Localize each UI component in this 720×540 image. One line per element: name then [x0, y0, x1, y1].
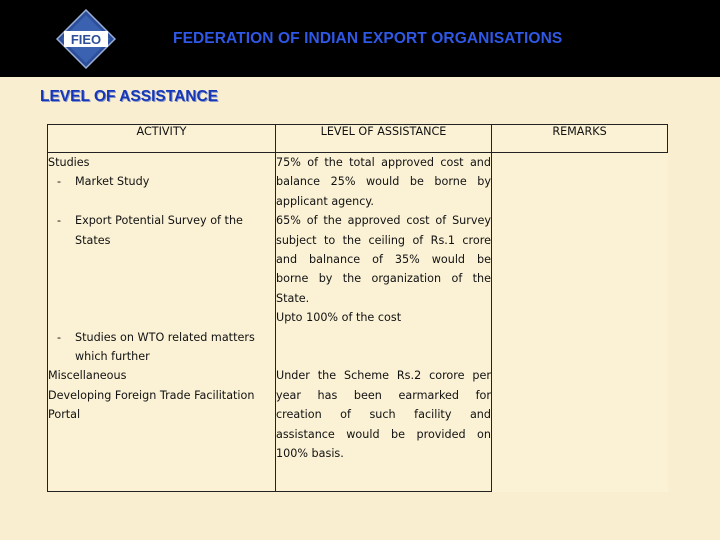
table-row	[48, 153, 668, 492]
assist-survey-4: borne by the organization of the	[276, 272, 491, 286]
activity-cell	[48, 153, 276, 492]
header-activity: ACTIVITY	[136, 125, 187, 138]
activity-export-survey-line2: States	[75, 233, 111, 247]
activity-wto-line2: which further	[75, 349, 150, 363]
assist-portal-2: year has been earmarked for	[276, 388, 491, 402]
assist-survey-1: 65% of the approved cost of Survey	[276, 214, 491, 228]
page-title: LEVEL OF ASSISTANCE	[40, 88, 218, 105]
assist-market-1: 75% of the total approved cost and	[276, 156, 491, 169]
header-remarks: REMARKS	[552, 125, 607, 138]
fieo-logo-icon	[56, 9, 116, 69]
activity-studies: Studies	[48, 156, 90, 169]
header-level: LEVEL OF ASSISTANCE	[320, 125, 447, 138]
assist-market-2: balance 25% would be borne by	[276, 175, 491, 189]
assist-market-3: applicant agency.	[276, 194, 374, 208]
header-bar	[0, 0, 720, 77]
activity-export-survey: - Export Potential Survey of the	[57, 214, 243, 228]
header-title: FEDERATION OF INDIAN EXPORT ORGANISATIONS	[173, 30, 563, 47]
activity-portal: Developing Foreign Trade Facilitation	[48, 388, 255, 402]
activity-portal-line2: Portal	[48, 408, 81, 422]
assist-portal-5: 100% basis.	[276, 447, 344, 461]
assist-survey-2: subject to the ceiling of Rs.1 crore	[276, 233, 491, 247]
table-header-row	[48, 125, 668, 153]
activity-wto: - Studies on WTO related matters	[57, 330, 255, 344]
assistance-table	[47, 124, 668, 492]
assist-wto: Upto 100% of the cost	[276, 311, 402, 325]
activity-misc: Miscellaneous	[48, 369, 127, 383]
assistance-cell	[276, 153, 492, 492]
activity-market-study: - Market Study	[57, 175, 150, 189]
remarks-cell	[492, 153, 668, 492]
assist-portal-3: creation of such facility and	[276, 408, 491, 422]
logo-text: FIEO	[70, 32, 102, 47]
assist-portal-1: Under the Scheme Rs.2 corore per	[276, 369, 491, 383]
assist-survey-5: State.	[276, 291, 310, 305]
assist-survey-3: and balnance of 35% would be	[276, 253, 491, 267]
assist-portal-4: assistance would be provided on	[276, 427, 491, 441]
